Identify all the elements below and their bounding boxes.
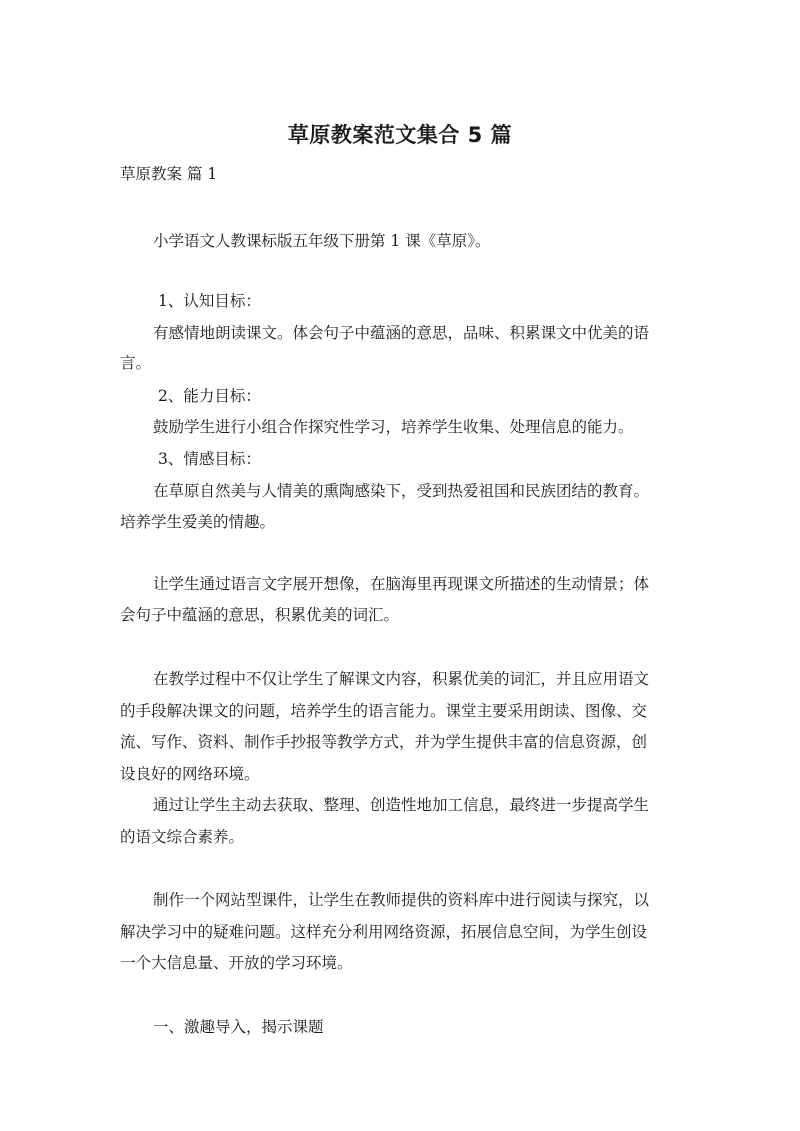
paragraph-line: 设良好的网络环境。 [120, 765, 260, 783]
goal2-text-line: 鼓励学生进行小组合作探究性学习，培养学生收集、处理信息的能力。 [153, 418, 634, 436]
paragraph-line: 流、写作、资料、制作手抄报等教学方式，并为学生提供丰富的信息资源，创 [120, 733, 648, 751]
goal3-label: 3、情感目标： [158, 450, 261, 468]
goal2-label: 2、能力目标： [158, 387, 261, 405]
paragraph-line: 的手段解决课文的问题，培养学生的语言能力。课堂主要采用朗读、图像、交 [120, 702, 648, 720]
goal3-text-line: 培养学生爱美的情趣。 [120, 513, 276, 531]
step-heading: 一、激趣导入，揭示课题 [153, 1018, 324, 1036]
goal1-text-line: 有感情地朗读课文。体会句子中蕴涵的意思，品味、积累课文中优美的语 [153, 324, 650, 342]
paragraph-line: 制作一个网站型课件，让学生在教师提供的资料库中进行阅读与探究，以 [153, 891, 650, 909]
paragraph-line: 解决学习中的疑难问题。这样充分利用网络资源，拓展信息空间，为学生创设 [120, 923, 648, 941]
paragraph-line: 一个大信息量、开放的学习环境。 [120, 954, 353, 972]
paragraph-line: 会句子中蕴涵的意思，积累优美的词汇。 [120, 606, 400, 624]
paragraph-line: 在教学过程中不仅让学生了解课文内容，积累优美的词汇，并且应用语文 [153, 670, 650, 688]
section-heading: 草原教案 篇 1 [120, 165, 218, 183]
goal1-label: 1、认知目标： [158, 292, 261, 310]
goal3-text-line: 在草原自然美与人情美的熏陶感染下，受到热爱祖国和民族团结的教育。 [153, 482, 650, 500]
document-title: 草原教案范文集合 5 篇 [287, 123, 513, 147]
paragraph-line: 的语文综合素养。 [120, 828, 245, 846]
paragraph-line: 通过让学生主动去获取、整理、创造性地加工信息，最终进一步提高学生 [153, 796, 650, 814]
paragraph-line: 让学生通过语言文字展开想像，在脑海里再现课文所描述的生动情景；体 [153, 575, 650, 593]
goal1-text-line: 言。 [120, 354, 152, 372]
intro-line: 小学语文人教课标版五年级下册第 1 课《草原》。 [153, 232, 491, 250]
